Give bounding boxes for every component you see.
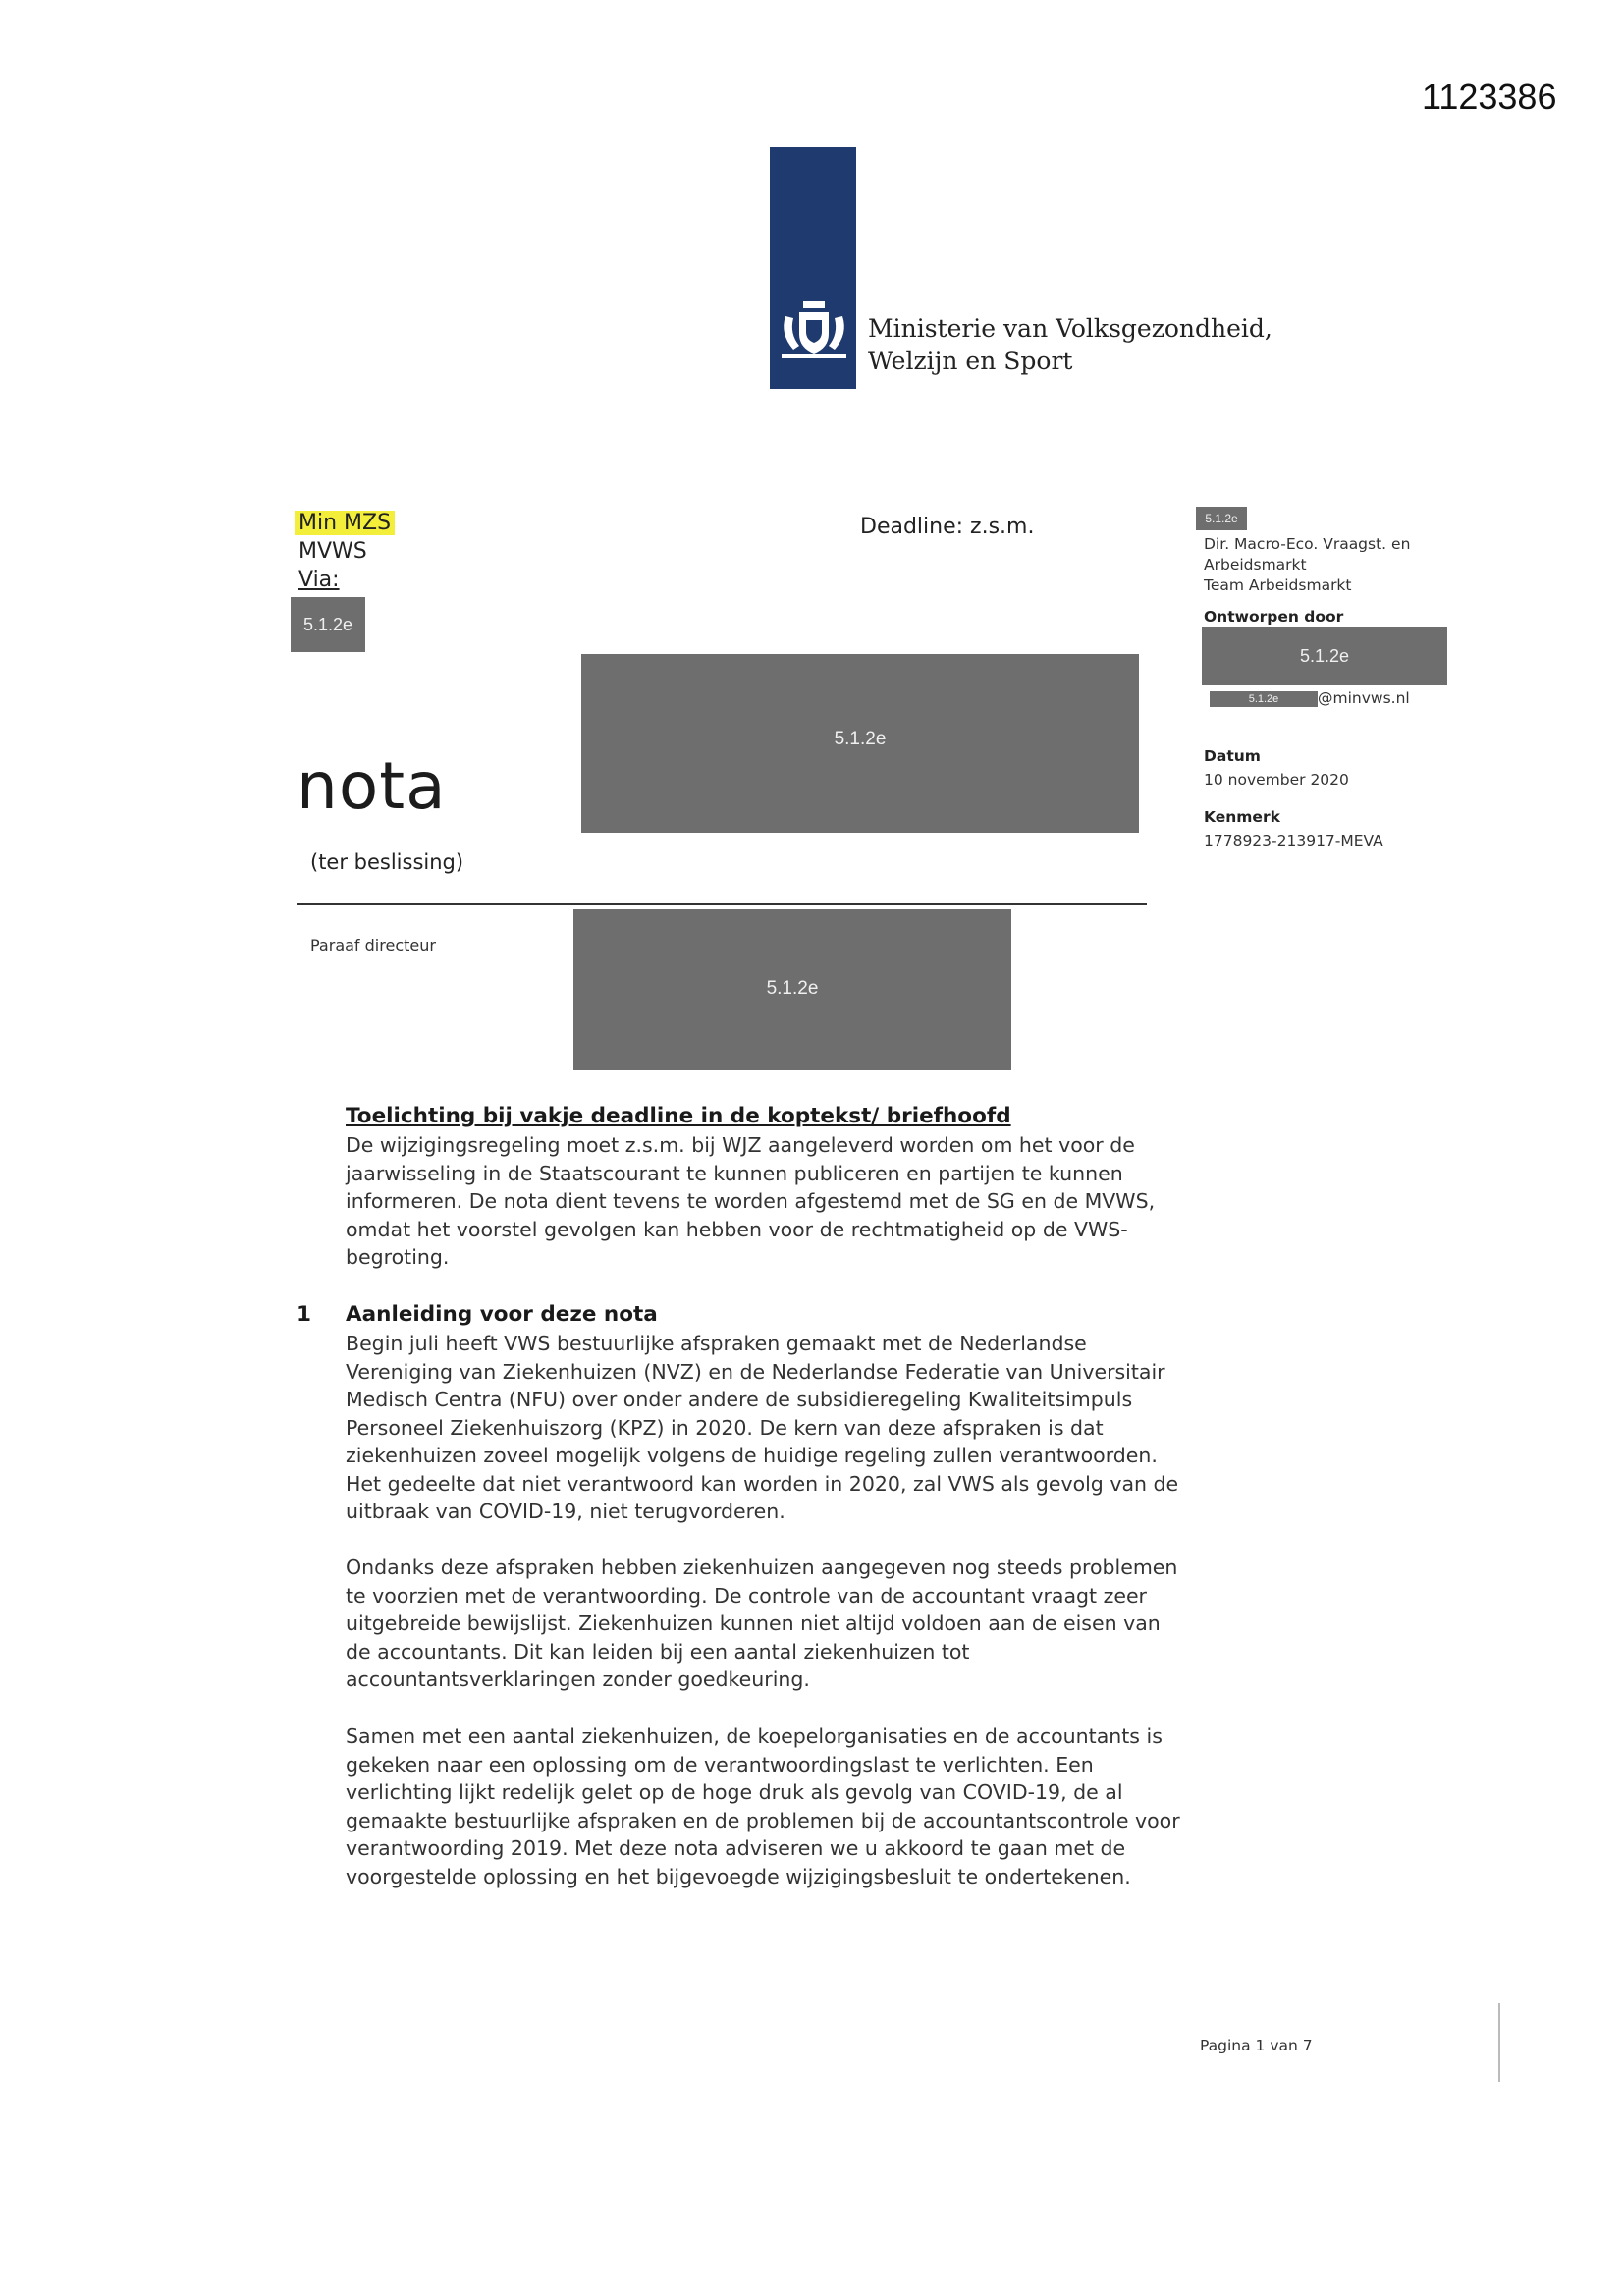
section-number: 1 [297, 1302, 311, 1327]
reference-label: Kenmerk [1204, 808, 1280, 826]
explanation-heading: Toelichting bij vakje deadline in de koptekst/ briefhoofd [346, 1104, 1011, 1128]
redaction-via: 5.1.2e [291, 597, 365, 652]
addressee-block [298, 509, 395, 594]
divider-line [297, 903, 1147, 905]
department-line2: Arbeidsmarkt [1204, 556, 1307, 574]
paraaf-label: Paraaf directeur [310, 936, 436, 955]
scan-edge-line [1498, 2003, 1500, 2082]
ministry-name-line1: Ministerie van Volksgezondheid, [868, 314, 1272, 343]
date-value: 10 november 2020 [1204, 771, 1349, 789]
section-paragraph: Begin juli heeft VWS bestuurlijke afspraken gemaakt met de Nederlandse Vereniging van Ziekenhuizen (NVZ) en de Nederlandse Federatie van Universitair Medisch Centra (NFU) over onder andere de subsidieregeling Kwaliteitsimpuls Personeel Ziekenhuiszorg (KPZ) in 2020. De kern van deze afspraken is dat ziekenhuizen zoveel mogelijk volgens de huidige regeling zullen verantwoorden. Het gedeelte dat niet verantwoord kan worden in 2020, zal VWS als gevolg van de uitbraak van COVID-19, niet terugvorderen. [346, 1332, 1179, 1523]
redaction-main: 5.1.2e [581, 654, 1139, 833]
reference-value: 1778923-213917-MEVA [1204, 832, 1383, 849]
ministry-name [868, 312, 1272, 377]
addressee-mvws: MVWS [298, 539, 367, 564]
section-title: Aanleiding voor deze nota [346, 1302, 658, 1327]
coat-of-arms-icon [776, 295, 852, 365]
deadline-label: Deadline: z.s.m. [860, 515, 1035, 539]
email-suffix: @minvws.nl [1318, 689, 1410, 707]
date-label: Datum [1204, 747, 1261, 765]
designed-by-label: Ontworpen door [1204, 608, 1344, 626]
document-number: 1123386 [1422, 77, 1557, 117]
explanation-text: De wijzigingsregeling moet z.s.m. bij WJZ aangeleverd worden om het voor de jaarwisseling in de Staatscourant te kunnen publiceren en partijen te kunnen informeren. De nota dient tevens te worden afgestemd met de SG en de MVWS, omdat het voorstel gevolgen kan hebben voor de rechtmatigheid op de VWS-begroting. [346, 1133, 1156, 1269]
page-number: Pagina 1 van 7 [1200, 2037, 1313, 2054]
document-subtitle: (ter beslissing) [310, 850, 464, 874]
team-name: Team Arbeidsmarkt [1204, 576, 1352, 594]
redaction-paraaf: 5.1.2e [573, 909, 1011, 1070]
redaction-designer: 5.1.2e [1202, 627, 1447, 685]
department-line1: Dir. Macro-Eco. Vraagst. en [1204, 535, 1411, 553]
redaction-sidebar-top: 5.1.2e [1196, 507, 1247, 530]
section-paragraph: Ondanks deze afspraken hebben ziekenhuizen aangegeven nog steeds problemen te voorzien met de verantwoording. De controle van de accountant vraagt zeer uitgebreide bewijslijst. Ziekenhuizen kunnen niet altijd voldoen aan de eisen van de accountants. Dit kan leiden bij een aantal ziekenhuizen tot accountantsverklaringen zonder goedkeuring. [346, 1556, 1178, 1691]
document-title: nota [297, 748, 447, 824]
redaction-email-user: 5.1.2e [1210, 691, 1318, 707]
department-block [1204, 534, 1410, 596]
via-label: Via: [298, 568, 340, 592]
section-paragraph: Samen met een aantal ziekenhuizen, de koepelorganisaties en de accountants is gekeken naar een oplossing om de verantwoordingslast te verlichten. Een verlichting lijkt redelijk gelet op de hoge druk als gevolg van COVID-19, de al gemaakte bestuurlijke afspraken en de problemen bij de accountantscontrole voor verantwoording 2019. Met deze nota adviseren we u akkoord te gaan met de voorgestelde oplossing en het bijgevoegde wijzigingsbesluit te ondertekenen. [346, 1724, 1180, 1888]
addressee-min-mzs: Min MZS [295, 511, 395, 535]
ministry-name-line2: Welzijn en Sport [868, 347, 1073, 375]
